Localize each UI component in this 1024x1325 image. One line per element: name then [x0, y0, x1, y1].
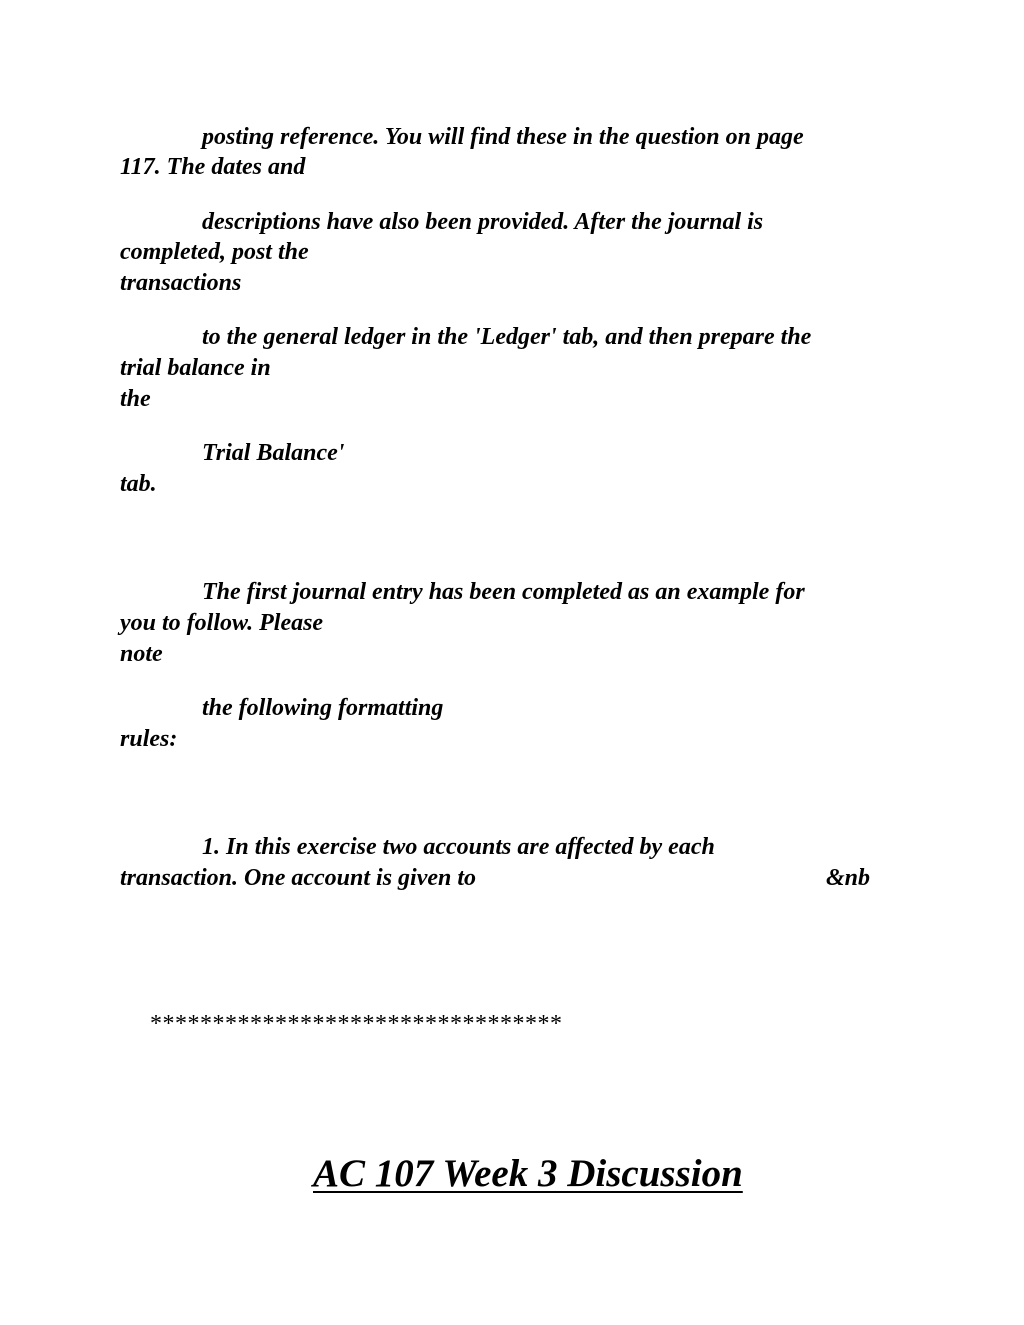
paragraph-7-trailing-fragment: &nb	[826, 865, 871, 891]
paragraph-7-line-1: 1. In this exercise two accounts are affected by each	[202, 834, 715, 860]
paragraph-5-line-3: note	[120, 641, 163, 667]
section-heading: AC 107 Week 3 Discussion	[313, 1152, 743, 1195]
paragraph-5-line-2: you to follow. Please	[120, 610, 324, 636]
paragraph-2-line-3: transactions	[120, 270, 242, 296]
paragraph-6-line-2: rules:	[120, 726, 178, 752]
paragraph-3-line-3: the	[120, 386, 151, 412]
paragraph-4-line-2: tab.	[120, 471, 157, 497]
paragraph-6-line-1: the following formatting	[202, 695, 444, 721]
paragraph-1-line-1: posting reference. You will find these in the question on page	[202, 124, 804, 150]
paragraph-2-line-2: completed, post the	[120, 239, 309, 265]
asterisk-separator: *********************************	[150, 1011, 563, 1037]
paragraph-1-line-2: 117. The dates and	[120, 154, 306, 180]
paragraph-3-line-1: to the general ledger in the 'Ledger' tab, and then prepare the	[202, 324, 812, 350]
paragraph-2-line-1: descriptions have also been provided. After the journal is	[202, 209, 764, 235]
paragraph-5-line-1: The first journal entry has been completed as an example for	[202, 579, 805, 605]
paragraph-7-line-2: transaction. One account is given to	[120, 865, 477, 891]
paragraph-3-line-2: trial balance in	[120, 355, 271, 381]
paragraph-4-line-1: Trial Balance'	[202, 440, 345, 466]
